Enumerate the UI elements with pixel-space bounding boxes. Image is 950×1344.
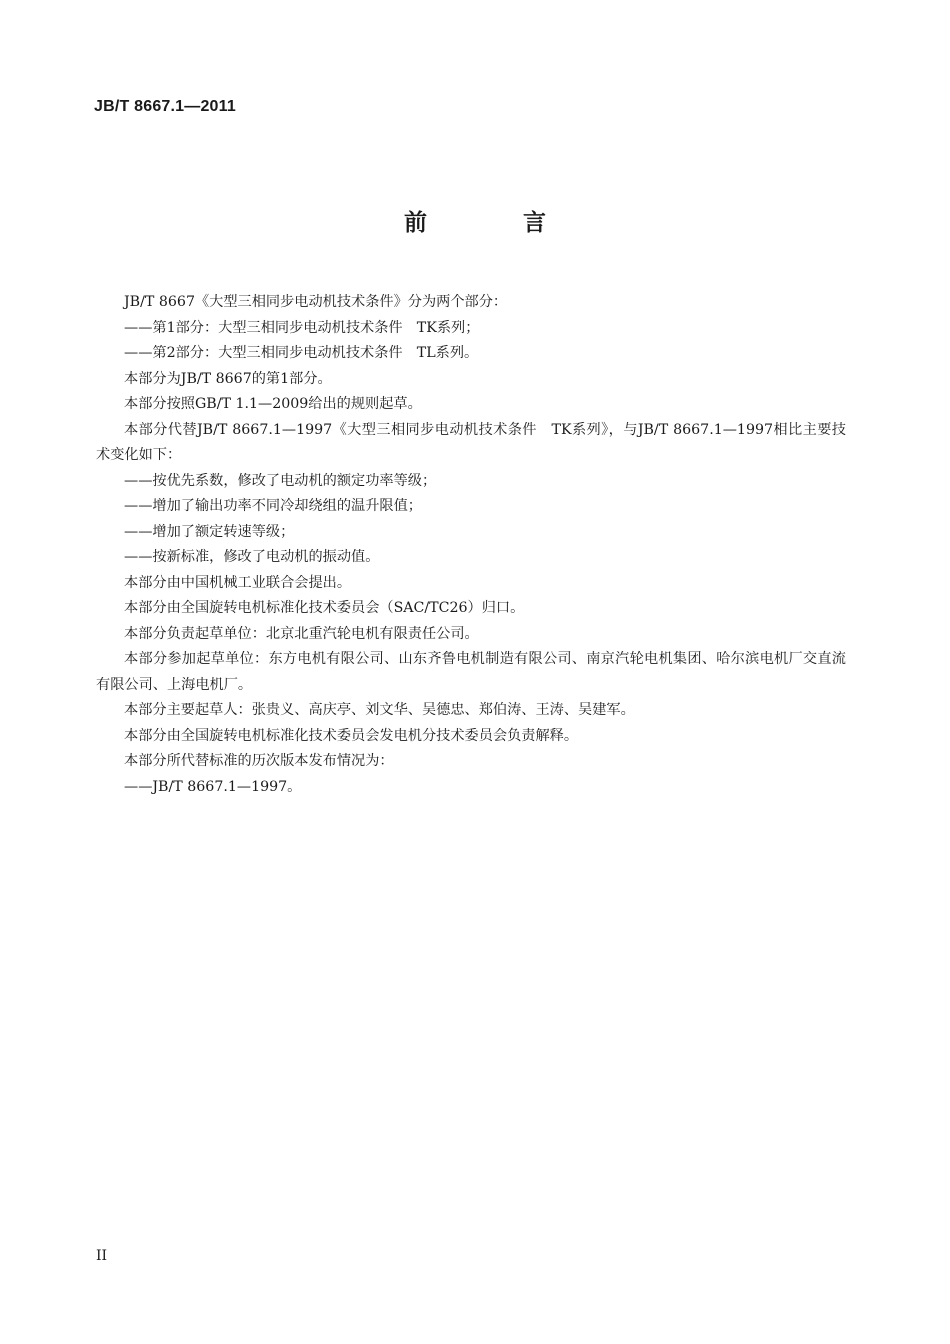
list-item: ——第1部分：大型三相同步电动机技术条件 TK系列； (124, 319, 480, 336)
list-item: ——增加了额定转速等级； (124, 523, 295, 540)
paragraph: 本部分负责起草单位：北京北重汽轮电机有限责任公司。 (124, 625, 479, 642)
paragraph: 本部分由全国旋转电机标准化技术委员会发电机分技术委员会负责解释。 (124, 727, 579, 744)
foreword-body (96, 290, 846, 800)
paragraph: 本部分代替JB/T 8667.1—1997《大型三相同步电动机技术条件 TK系列》，与JB/T 8667.1—1997相比主要技术变化如下： (96, 421, 846, 463)
paragraph: 本部分由中国机械工业联合会提出。 (124, 574, 352, 591)
list-item: ——按新标准，修改了电动机的振动值。 (124, 549, 380, 565)
paragraph: JB/T 8667《大型三相同步电动机技术条件》分为两个部分： (124, 294, 508, 310)
paragraph: 本部分按照GB/T 1.1—2009给出的规则起草。 (124, 396, 422, 412)
paragraph: 本部分由全国旋转电机标准化技术委员会（SAC/TC26）归口。 (124, 600, 525, 616)
list-item: ——第2部分：大型三相同步电动机技术条件 TL系列。 (124, 345, 479, 361)
page-title: 前 言 (403, 210, 590, 236)
standard-code: JB/T 8667.1—2011 (94, 98, 236, 115)
paragraph: 本部分所代替标准的历次版本发布情况为： (124, 753, 394, 769)
list-item: ——增加了输出功率不同冷却绕组的温升限值； (124, 498, 422, 514)
page-number: II (96, 1248, 108, 1264)
paragraph: 本部分主要起草人：张贵义、高庆亭、刘文华、吴德忠、郑伯涛、王涛、吴建军。 (124, 702, 635, 718)
list-item: ——按优先系数，修改了电动机的额定功率等级； (124, 472, 437, 489)
paragraph: 本部分为JB/T 8667的第1部分。 (124, 370, 332, 387)
paragraph: 本部分参加起草单位：东方电机有限公司、山东齐鲁电机制造有限公司、南京汽轮电机集团、哈尔滨电机厂交直流有限公司、上海电机厂。 (96, 651, 846, 693)
list-item: ——JB/T 8667.1—1997。 (124, 778, 302, 795)
